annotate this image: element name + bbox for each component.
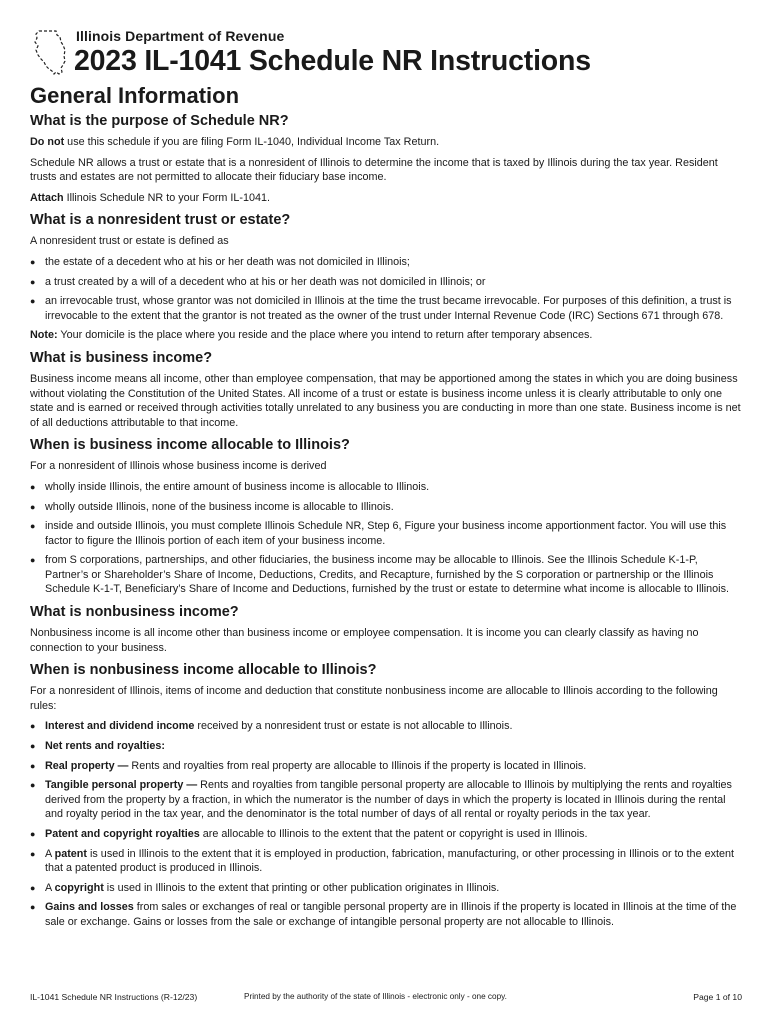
- section: [30, 212, 742, 343]
- bullet-item: [30, 759, 742, 774]
- document-page: [30, 0, 742, 928]
- section: [30, 604, 742, 655]
- section-heading: What is a nonresident trust or estate?: [30, 212, 291, 229]
- paragraph-text: Illinois Schedule NR to your Form IL-1041.: [63, 191, 271, 204]
- bullet-item: [30, 294, 742, 323]
- bullet-item: [30, 553, 742, 597]
- bullet-item: [30, 255, 742, 270]
- paragraph: [30, 626, 742, 655]
- bullet-item: [30, 500, 742, 515]
- bullet-item: [30, 900, 742, 929]
- bullet-text: inside and outside Illinois, you must complete Illinois Schedule NR, Step 6, Figure your business income apportionment factor. You will use this factor to figure the Illinois portion of each item of your business income.: [45, 520, 727, 547]
- paragraph-text: Schedule NR allows a trust or estate that is a nonresident of Illinois to determine the income that is taxed by Illinois during the tax year. Resident trusts and estates are not permitted to allocate their fiduciary base income.: [30, 156, 718, 184]
- bullet-bold-term: patent: [54, 847, 88, 860]
- bullet-list: [30, 719, 742, 929]
- bullet-list: [30, 480, 742, 597]
- main-heading: General Information: [30, 83, 240, 108]
- department-name: Illinois Department of Revenue: [76, 28, 285, 44]
- note-bold-term: Note:: [30, 329, 58, 342]
- section-heading: What is the purpose of Schedule NR?: [30, 113, 289, 129]
- bullet-item: [30, 881, 742, 896]
- bullet-prefix: A: [45, 881, 55, 894]
- bullet-bold-term: copyright: [54, 881, 104, 894]
- section-heading: What is nonbusiness income?: [30, 604, 239, 621]
- paragraph-text: Business income means all income, other than employee compensation, that may be apportioned among the states in which you are doing business without violating the Constitution of the United States. All income of a trust or estate is business income unless it is clearly attributable to only one state and is earned or received through activities totally unrelated to any business you are conducting in more than one state. Business income is net of all deductions attributable to that income.: [30, 372, 741, 429]
- paragraph-text: For a nonresident of Illinois, items of income and deduction that constitute nonbusiness income are allocable to Illinois according to the following rules:: [30, 685, 718, 712]
- bullet-text: from S corporations, partnerships, and other fiduciaries, the business income may be allocable to Illinois. See the Illinois Schedule K-1-P, Partner’s or Shareholder’s Share of Income, Deductions, Credits, and Recapture, furnished by the S corporation or partnership or the Illinois Schedule K-1-T, Beneficiary’s Share of Income and Deductions, furnished by the trust or estate to determine what income is allocable to Illinois.: [45, 554, 729, 596]
- section: [30, 437, 742, 597]
- bullet-item: [30, 519, 742, 548]
- bullet-bold-term: Gains and losses: [45, 901, 134, 914]
- bullet-bold-term: Patent and copyright royalties: [45, 828, 200, 840]
- section-heading: What is business income?: [30, 349, 213, 366]
- paragraph: [30, 372, 742, 430]
- paragraph-bold-term: Attach: [30, 191, 64, 204]
- section: [30, 113, 742, 205]
- bullet-text: received by a nonresident trust or estate is not allocable to Illinois.: [194, 720, 513, 733]
- bullet-bold-term: Real property —: [45, 759, 129, 772]
- bullet-item: [30, 275, 742, 290]
- section-heading: When is business income allocable to Illinois?: [30, 437, 350, 454]
- paragraph: [30, 156, 742, 185]
- bullet-text: is used in Illinois to the extent that printing or other publication originates in Illinois.: [103, 881, 500, 894]
- bullet-item: [30, 739, 742, 754]
- document-body: [30, 113, 742, 937]
- footer-page-number: Page 1 of 10: [693, 992, 742, 1002]
- footer-form-id: IL-1041 Schedule NR Instructions (R-12/23): [30, 992, 198, 1002]
- section: [30, 662, 742, 929]
- paragraph: [30, 459, 742, 474]
- note-paragraph: [30, 328, 742, 343]
- paragraph-text: use this schedule if you are filing Form IL-1040, Individual Income Tax Return.: [64, 136, 440, 148]
- paragraph-text: For a nonresident of Illinois whose business income is derived: [30, 460, 327, 473]
- bullet-text: the estate of a decedent who at his or her death was not domiciled in Illinois;: [45, 255, 410, 268]
- document-header: [30, 0, 742, 84]
- bullet-text: from sales or exchanges of real or tangible personal property are in Illinois if the property is located in Illinois at the time of the sale or exchange. Gains or losses from the sale or exchange of intangible personal property are not allocable to Illinois.: [45, 901, 737, 928]
- bullet-item: [30, 480, 742, 495]
- paragraph: [30, 191, 742, 206]
- bullet-bold-term: Tangible personal property —: [45, 779, 198, 792]
- bullet-text: a trust created by a will of a decedent who at his or her death was not domiciled in Illinois; or: [45, 275, 486, 288]
- paragraph: [30, 234, 742, 249]
- section-heading: When is nonbusiness income allocable to Illinois?: [30, 662, 377, 679]
- bullet-text: Rents and royalties from real property are allocable to Illinois if the property is located in Illinois.: [128, 759, 587, 772]
- paragraph: [30, 684, 742, 713]
- bullet-bold-term: Interest and dividend income: [45, 720, 195, 733]
- bullet-item: [30, 847, 742, 876]
- bullet-text: wholly inside Illinois, the entire amount of business income is allocable to Illinois.: [45, 480, 430, 493]
- note-text: Your domicile is the place where you reside and the place where you intend to return after temporary absences.: [57, 329, 593, 342]
- bullet-bold-term: Net rents and royalties:: [45, 740, 165, 753]
- bullet-list: [30, 255, 742, 323]
- bullet-item: [30, 719, 742, 734]
- document-title: 2023 IL-1041 Schedule NR Instructions: [74, 45, 591, 77]
- bullet-item: [30, 827, 742, 842]
- bullet-text: an irrevocable trust, whose grantor was not domiciled in Illinois at the time the trust became irrevocable. For purposes of this definition, a trust is irrevocable to the extent that the grantor is not treated as the owner of the trust under Internal Revenue Code (IRC) Sections 671 through 678.: [45, 295, 732, 322]
- paragraph-text: Nonbusiness income is all income other than business income or employee compensation. It is income you can clearly classify as having no connection to your business.: [30, 627, 699, 654]
- paragraph-text: A nonresident trust or estate is defined as: [30, 235, 229, 248]
- bullet-text: Rents and royalties from tangible personal property are allocable to Illinois by multiplying the rents and royalties derived from the property by a fraction, in which the numerator is the number of days in which the property is located in Illinois during the rental and royalty period in the tax year, and the denominator is the total number of days of all rental or royalty periods in the tax year.: [45, 779, 732, 821]
- bullet-item: [30, 778, 742, 822]
- paragraph-bold-term: Do not: [30, 136, 65, 148]
- paragraph: [30, 135, 742, 150]
- bullet-text: are allocable to Illinois to the extent that the patent or copyright is used in Illinois.: [199, 828, 588, 840]
- footer-authority-note: Printed by the authority of the state of Illinois - electronic only - one copy.: [244, 992, 507, 1001]
- section: [30, 350, 742, 430]
- illinois-state-outline-icon: [30, 28, 70, 76]
- bullet-text: is used in Illinois to the extent that it is employed in production, fabrication, manufacturing, or other processing in Illinois or to the extent that a patented product is produced in Illinois.: [45, 847, 734, 875]
- bullet-text: wholly outside Illinois, none of the business income is allocable to Illinois.: [45, 500, 394, 513]
- bullet-prefix: A: [45, 847, 55, 860]
